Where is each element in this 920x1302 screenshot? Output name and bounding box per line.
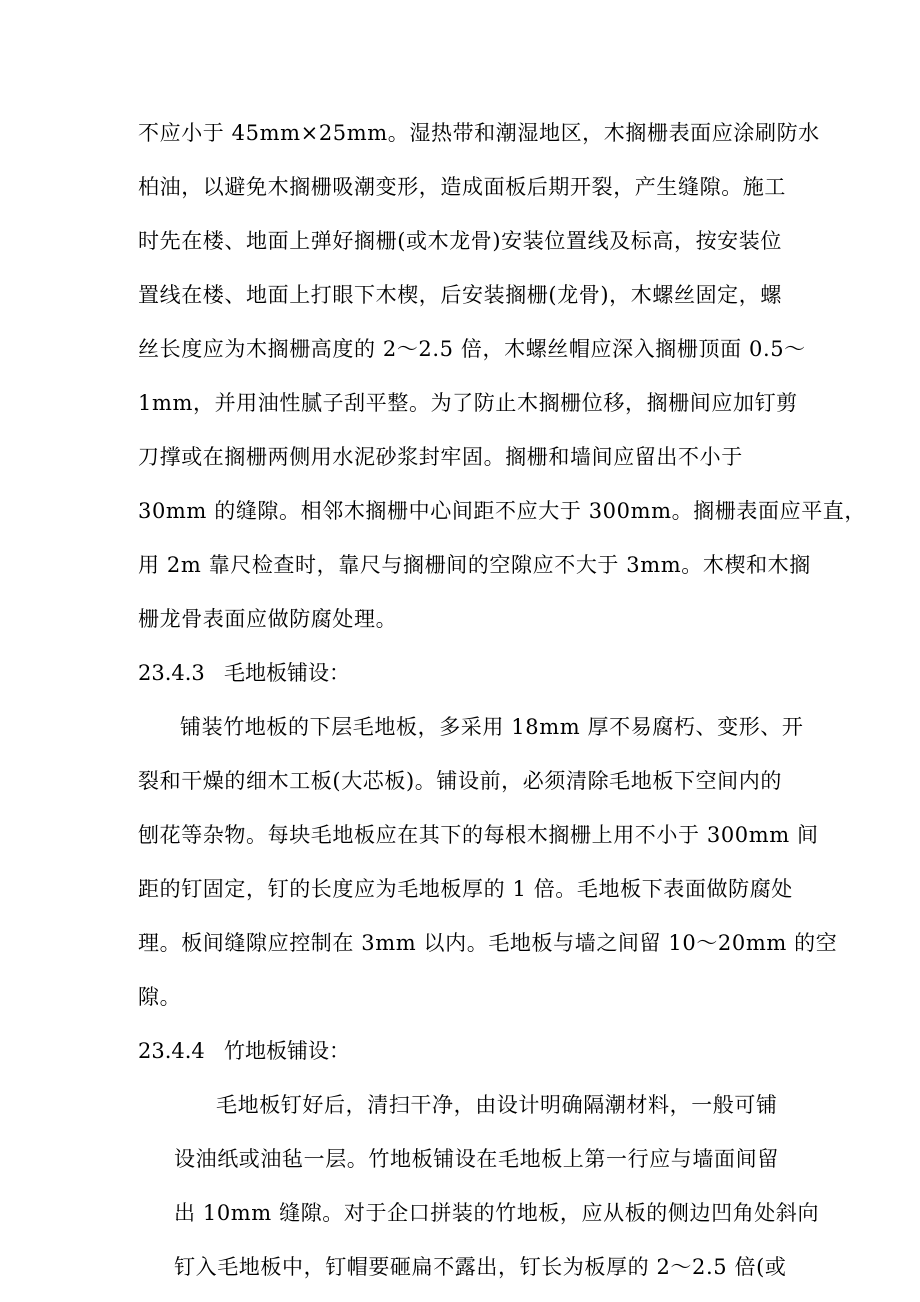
text-line: 不应小于 45mm×25mm。湿热带和潮湿地区，木搁栅表面应涂刷防水 xyxy=(138,121,820,145)
text-line: 丝长度应为木搁栅高度的 2～2.5 倍，木螺丝帽应深入搁栅顶面 0.5～ xyxy=(138,337,806,361)
text-line: 1mm，并用油性腻子刮平整。为了防止木搁栅位移，搁栅间应加钉剪 xyxy=(138,391,798,415)
text-line: 时先在楼、地面上弹好搁栅(或木龙骨)安装位置线及标高，按安装位 xyxy=(138,229,782,253)
text-line: 刀撑或在搁栅两侧用水泥砂浆封牢固。搁栅和墙间应留出不小于 xyxy=(138,445,743,469)
section-title: 毛地板铺设： xyxy=(224,661,350,685)
text-line: 设油纸或油毡一层。竹地板铺设在毛地板上第一行应与墙面间留 xyxy=(174,1147,779,1171)
section-title: 竹地板铺设： xyxy=(224,1039,350,1063)
section-number: 23.4.3 xyxy=(138,661,205,685)
text-line: 距的钉固定，钉的长度应为毛地板厚的 1 倍。毛地板下表面做防腐处 xyxy=(138,877,793,901)
section-number: 23.4.4 xyxy=(138,1039,205,1063)
text-line: 置线在楼、地面上打眼下木楔，后安装搁栅(龙骨)，木螺丝固定，螺 xyxy=(138,283,782,307)
text-line: 毛地板钉好后，清扫干净，由设计明确隔潮材料，一般可铺 xyxy=(216,1093,778,1117)
text-line: 钉入毛地板中，钉帽要砸扁不露出，钉长为板厚的 2～2.5 倍(或 xyxy=(174,1255,787,1279)
text-line: 隙。 xyxy=(138,985,182,1009)
text-line: 柏油，以避免木搁栅吸潮变形，造成面板后期开裂，产生缝隙。施工 xyxy=(138,175,786,199)
section-heading-23-4-3 xyxy=(138,658,350,688)
text-line: 刨花等杂物。每块毛地板应在其下的每根木搁栅上用不小于 300mm 间 xyxy=(138,823,819,847)
text-line: 30mm 的缝隙。相邻木搁栅中心间距不应大于 300mm。搁栅表面应平直， xyxy=(138,499,867,523)
text-line: 铺装竹地板的下层毛地板，多采用 18mm 厚不易腐朽、变形、开 xyxy=(180,715,804,739)
text-line: 栅龙骨表面应做防腐处理。 xyxy=(138,607,398,631)
text-line: 出 10mm 缝隙。对于企口拼装的竹地板，应从板的侧边凹角处斜向 xyxy=(174,1201,820,1225)
text-line: 理。板间缝隙应控制在 3mm 以内。毛地板与墙之间留 10～20mm 的空 xyxy=(138,931,838,955)
section-heading-23-4-4 xyxy=(138,1036,350,1066)
text-line: 用 2m 靠尺检查时，靠尺与搁栅间的空隙应不大于 3mm。木楔和木搁 xyxy=(138,553,811,577)
text-line: 裂和干燥的细木工板(大芯板)。铺设前，必须清除毛地板下空间内的 xyxy=(138,769,782,793)
